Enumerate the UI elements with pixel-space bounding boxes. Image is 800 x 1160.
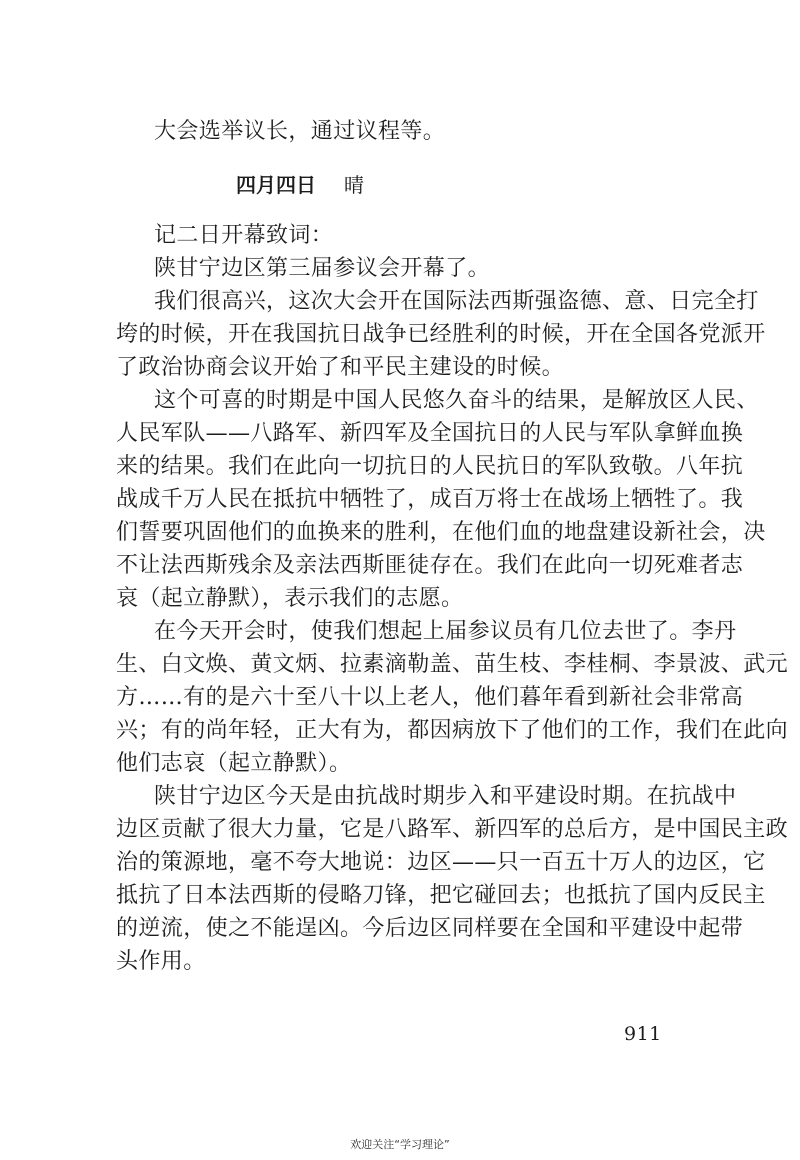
paragraph-line: 了政治协商会议开始了和平民主建设的时候。 (116, 355, 565, 380)
entry-date: 四月四日 (236, 173, 316, 197)
paragraph-line: 记二日开幕致词： (154, 223, 334, 248)
paragraph-line: 边区贡献了很大力量，它是八路军、新四军的总后方，是中国民主政 (116, 817, 789, 842)
paragraph-line: 陕甘宁边区第三届参议会开幕了。 (154, 256, 491, 281)
paragraph-line: 抵抗了日本法西斯的侵略刀锋，把它碰回去；也抵抗了国内反民主 (116, 883, 766, 908)
paragraph-line: 方……有的是六十至八十以上老人，他们暮年看到新社会非常高 (116, 685, 744, 710)
paragraph-line: 们誓要巩固他们的血换来的胜利，在他们血的地盘建设新社会，决 (116, 520, 766, 545)
paragraph-line: 人民军队——八路军、新四军及全国抗日的人民与军队拿鲜血换 (116, 421, 744, 446)
diary-entry-heading (236, 170, 364, 200)
paragraph-line: 治的策源地，毫不夸大地说：边区——只一百五十万人的边区，它 (116, 850, 766, 875)
paragraph-line: 战成千万人民在抵抗中牺牲了，成百万将士在战场上牺牲了。我 (116, 487, 744, 512)
paragraph-line: 哀（起立静默），表示我们的志愿。 (116, 586, 464, 611)
paragraph-line: 垮的时候，开在我国抗日战争已经胜利的时候，开在全国各党派开 (116, 322, 766, 347)
paragraph-line: 不让法西斯残余及亲法西斯匪徒存在。我们在此向一切死难者志 (116, 553, 744, 578)
opening-line: 大会选举议长，通过议程等。 (154, 119, 446, 144)
paragraph-line: 陕甘宁边区今天是由抗战时期步入和平建设时期。在抗战中 (154, 784, 737, 809)
paragraph-line: 我们很高兴，这次大会开在国际法西斯强盗德、意、日完全打 (154, 289, 759, 314)
paragraph-line: 他们志哀（起立静默）。 (116, 751, 352, 776)
page-number: 911 (624, 1023, 662, 1045)
paragraph-line: 兴；有的尚年轻，正大有为，都因病放下了他们的工作，我们在此向 (116, 718, 789, 743)
footer-note: 欢迎关注“学习理论” (350, 1138, 450, 1151)
paragraph-line: 来的结果。我们在此向一切抗日的人民抗日的军队致敬。八年抗 (116, 454, 744, 479)
paragraph-line: 的逆流，使之不能逞凶。今后边区同样要在全国和平建设中起带 (116, 916, 744, 941)
paragraph-line: 在今天开会时，使我们想起上届参议员有几位去世了。李丹 (154, 619, 737, 644)
paragraph-line: 这个可喜的时期是中国人民悠久奋斗的结果，是解放区人民、 (154, 388, 759, 413)
entry-weather: 晴 (344, 173, 364, 197)
paragraph-line: 生、白文焕、黄文炳、拉素滴勒盖、苗生枝、李桂桐、李景波、武元 (116, 652, 789, 677)
paragraph-line: 头作用。 (116, 949, 206, 974)
